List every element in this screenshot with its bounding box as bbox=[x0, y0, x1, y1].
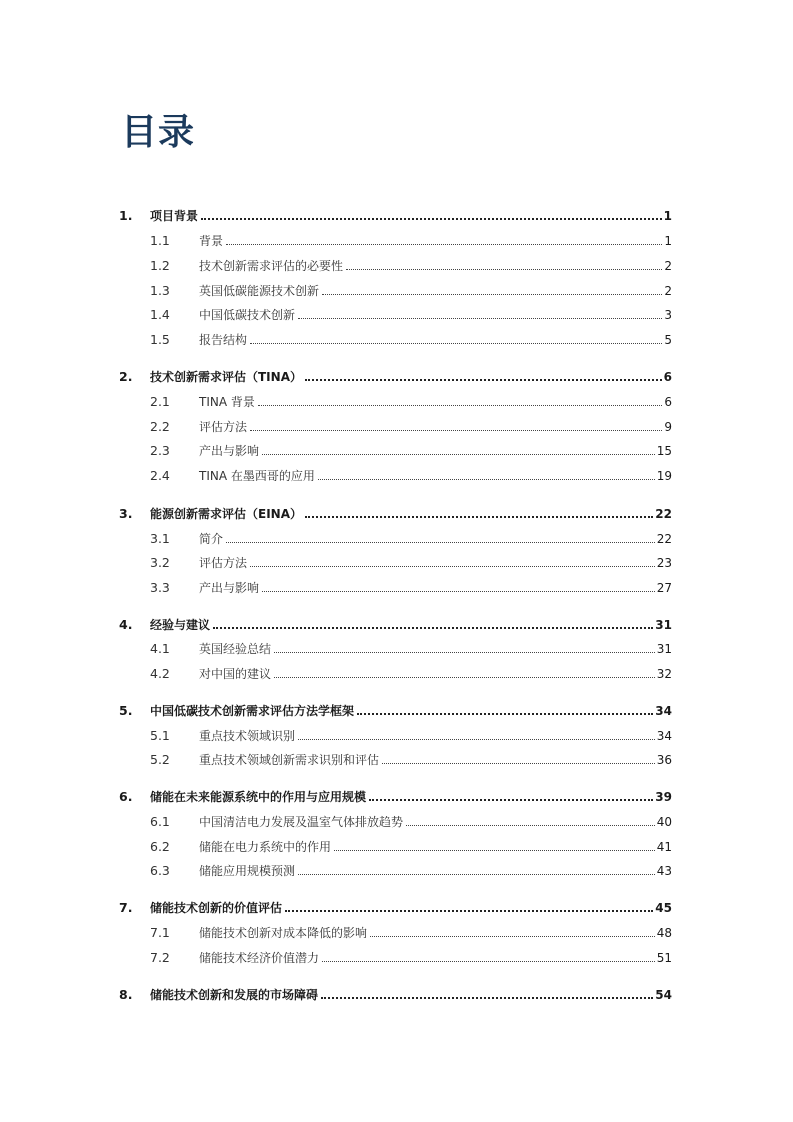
toc-entry-number: 1. bbox=[119, 208, 133, 223]
toc-entry-number: 2.4 bbox=[150, 468, 170, 483]
toc-chapter-entry[interactable] bbox=[119, 206, 672, 224]
toc-section-entry[interactable] bbox=[150, 664, 672, 682]
toc-section-entry[interactable] bbox=[150, 948, 672, 966]
toc-chapter-entry[interactable] bbox=[119, 504, 672, 522]
toc-entry-number: 6.3 bbox=[150, 863, 170, 878]
dot-leader bbox=[298, 874, 655, 875]
toc-entry-title: 对中国的建议 bbox=[199, 667, 272, 681]
toc-entry-number: 3.2 bbox=[150, 555, 170, 570]
toc-entry-title: 中国低碳技术创新 bbox=[199, 308, 296, 322]
toc-entry-title: 重点技术领域识别 bbox=[199, 729, 296, 743]
toc-page-number: 32 bbox=[656, 667, 672, 681]
toc-page-number: 3 bbox=[664, 308, 672, 322]
toc-section-entry[interactable] bbox=[150, 417, 672, 435]
toc-entry-number: 6. bbox=[119, 789, 133, 804]
toc-entry-title: TINA 背景 bbox=[199, 395, 255, 409]
toc-entry-number: 1.5 bbox=[150, 332, 170, 347]
toc-entry-number: 8. bbox=[119, 987, 133, 1002]
toc-entry-title: 重点技术领域创新需求识别和评估 bbox=[199, 753, 380, 767]
toc-section-entry[interactable] bbox=[150, 923, 672, 941]
toc-entry-number: 4.1 bbox=[150, 641, 170, 656]
toc-chapter-entry[interactable] bbox=[119, 701, 672, 719]
toc-section-entry[interactable] bbox=[150, 392, 672, 410]
toc-entry-title: 储能技术经济价值潜力 bbox=[199, 951, 320, 965]
toc-entry-number: 7.1 bbox=[150, 925, 170, 940]
toc-entry-title: 英国经验总结 bbox=[199, 642, 272, 656]
toc-entry-title: 英国低碳能源技术创新 bbox=[199, 284, 320, 298]
dot-leader bbox=[250, 430, 662, 431]
toc-page-number: 31 bbox=[656, 642, 672, 656]
toc-page-number: 23 bbox=[656, 556, 672, 570]
dot-leader bbox=[250, 343, 662, 344]
toc-entry-number: 2.1 bbox=[150, 394, 170, 409]
toc-chapter-entry[interactable] bbox=[119, 787, 672, 805]
toc-chapter-entry[interactable] bbox=[119, 367, 672, 385]
dot-leader bbox=[250, 566, 655, 567]
toc-section-entry[interactable] bbox=[150, 639, 672, 657]
toc-entry-number: 5. bbox=[119, 703, 133, 718]
toc-page-number: 54 bbox=[655, 988, 672, 1002]
dot-leader bbox=[226, 542, 655, 543]
toc-entry-title: 经验与建议 bbox=[150, 618, 211, 632]
toc-page-number: 31 bbox=[655, 618, 672, 632]
toc-entry-title: 技术创新需求评估（TINA） bbox=[150, 370, 302, 384]
toc-section-entry[interactable] bbox=[150, 578, 672, 596]
toc-entry-title: 评估方法 bbox=[199, 420, 248, 434]
toc-entry-number: 6.1 bbox=[150, 814, 170, 829]
toc-section-entry[interactable] bbox=[150, 466, 672, 484]
toc-section-entry[interactable] bbox=[150, 231, 672, 249]
toc-entry-number: 1.2 bbox=[150, 258, 170, 273]
toc-entry-title: 产出与影响 bbox=[199, 581, 260, 595]
toc-entry-number: 1.4 bbox=[150, 307, 170, 322]
toc-entry-title: 中国低碳技术创新需求评估方法学框架 bbox=[150, 704, 355, 718]
toc-page-number: 6 bbox=[663, 370, 672, 384]
toc-chapter-entry[interactable] bbox=[119, 615, 672, 633]
dot-leader bbox=[334, 850, 655, 851]
toc-entry-number: 3.1 bbox=[150, 531, 170, 546]
toc-entry-title: 储能应用规模预测 bbox=[199, 864, 296, 878]
toc-page-number: 27 bbox=[656, 581, 672, 595]
toc-entry-title: 背景 bbox=[199, 234, 224, 248]
toc-page-number: 36 bbox=[656, 753, 672, 767]
toc-entry-title: 报告结构 bbox=[199, 333, 248, 347]
toc-entry-title: 中国清洁电力发展及温室气体排放趋势 bbox=[199, 815, 404, 829]
toc-entry-title: 储能在电力系统中的作用 bbox=[199, 840, 332, 854]
page-title: 目录 bbox=[121, 112, 196, 153]
toc-entry-title: 储能技术创新对成本降低的影响 bbox=[199, 926, 368, 940]
toc-page-number: 48 bbox=[656, 926, 672, 940]
dot-leader bbox=[258, 405, 662, 406]
toc-entry-number: 2.3 bbox=[150, 443, 170, 458]
dot-leader bbox=[298, 318, 662, 319]
toc-page-number: 2 bbox=[664, 284, 672, 298]
toc-entry-title: 项目背景 bbox=[150, 209, 199, 223]
toc-chapter-entry[interactable] bbox=[119, 985, 672, 1003]
toc-entry-number: 1.3 bbox=[150, 283, 170, 298]
toc-entry-title: 能源创新需求评估（EINA） bbox=[150, 507, 302, 521]
toc-page-number: 5 bbox=[664, 333, 672, 347]
dot-leader bbox=[305, 516, 653, 518]
toc-section-entry[interactable] bbox=[150, 330, 672, 348]
toc-entry-title: 产出与影响 bbox=[199, 444, 260, 458]
dot-leader bbox=[346, 269, 662, 270]
dot-leader bbox=[262, 591, 655, 592]
dot-leader bbox=[226, 244, 662, 245]
toc-page-number: 15 bbox=[656, 444, 672, 458]
dot-leader bbox=[213, 627, 653, 629]
toc-page-number: 2 bbox=[664, 259, 672, 273]
dot-leader bbox=[369, 799, 653, 801]
toc-page-number: 1 bbox=[663, 209, 672, 223]
toc-chapter-entry[interactable] bbox=[119, 898, 672, 916]
dot-leader bbox=[406, 825, 655, 826]
toc-entry-title: 储能技术创新的价值评估 bbox=[150, 901, 283, 915]
toc-entry-number: 7.2 bbox=[150, 950, 170, 965]
toc-entry-number: 5.1 bbox=[150, 728, 170, 743]
dot-leader bbox=[322, 961, 655, 962]
toc-page-number: 43 bbox=[656, 864, 672, 878]
toc-entry-number: 5.2 bbox=[150, 752, 170, 767]
toc-entry-number: 3.3 bbox=[150, 580, 170, 595]
toc-section-entry[interactable] bbox=[150, 861, 672, 879]
toc-entry-number: 4.2 bbox=[150, 666, 170, 681]
toc-page-number: 22 bbox=[656, 532, 672, 546]
toc-entry-title: 储能技术创新和发展的市场障碍 bbox=[150, 988, 319, 1002]
toc-entry-number: 6.2 bbox=[150, 839, 170, 854]
toc-entry-title: TINA 在墨西哥的应用 bbox=[199, 469, 315, 483]
dot-leader bbox=[262, 454, 655, 455]
toc-page-number: 40 bbox=[656, 815, 672, 829]
toc-page-number: 6 bbox=[664, 395, 672, 409]
toc-page-number: 34 bbox=[655, 704, 672, 718]
toc-section-entry[interactable] bbox=[150, 441, 672, 459]
dot-leader bbox=[274, 652, 655, 653]
dot-leader bbox=[382, 763, 655, 764]
toc-page-number: 1 bbox=[664, 234, 672, 248]
toc-section-entry[interactable] bbox=[150, 553, 672, 571]
toc-page-number: 34 bbox=[656, 729, 672, 743]
toc-section-entry[interactable] bbox=[150, 812, 672, 830]
toc-page-number: 45 bbox=[655, 901, 672, 915]
dot-leader bbox=[370, 936, 655, 937]
toc-entry-title: 技术创新需求评估的必要性 bbox=[199, 259, 344, 273]
toc-page-number: 41 bbox=[656, 840, 672, 854]
toc-page-number: 19 bbox=[656, 469, 672, 483]
toc-section-entry[interactable] bbox=[150, 256, 672, 274]
dot-leader bbox=[322, 294, 662, 295]
dot-leader bbox=[298, 739, 655, 740]
toc-section-entry[interactable] bbox=[150, 281, 672, 299]
toc-entry-title: 评估方法 bbox=[199, 556, 248, 570]
toc-section-entry[interactable] bbox=[150, 726, 672, 744]
dot-leader bbox=[201, 218, 662, 220]
toc-section-entry[interactable] bbox=[150, 529, 672, 547]
toc-entry-number: 3. bbox=[119, 506, 133, 521]
toc-entry-title: 简介 bbox=[199, 532, 224, 546]
toc-page-number: 39 bbox=[655, 790, 672, 804]
toc-entry-number: 7. bbox=[119, 900, 133, 915]
toc-section-entry[interactable] bbox=[150, 837, 672, 855]
toc-section-entry[interactable] bbox=[150, 750, 672, 768]
dot-leader bbox=[274, 677, 655, 678]
dot-leader bbox=[321, 997, 653, 999]
toc-entry-number: 1.1 bbox=[150, 233, 170, 248]
dot-leader bbox=[305, 379, 662, 381]
toc-page-number: 22 bbox=[655, 507, 672, 521]
toc-entry-number: 2.2 bbox=[150, 419, 170, 434]
toc-entry-title: 储能在未来能源系统中的作用与应用规模 bbox=[150, 790, 367, 804]
toc-page-number: 9 bbox=[664, 420, 672, 434]
toc-entry-number: 2. bbox=[119, 369, 133, 384]
dot-leader bbox=[357, 713, 653, 715]
dot-leader bbox=[285, 910, 653, 912]
toc-section-entry[interactable] bbox=[150, 305, 672, 323]
toc-page-number: 51 bbox=[656, 951, 672, 965]
toc-entry-number: 4. bbox=[119, 617, 133, 632]
dot-leader bbox=[318, 479, 655, 480]
